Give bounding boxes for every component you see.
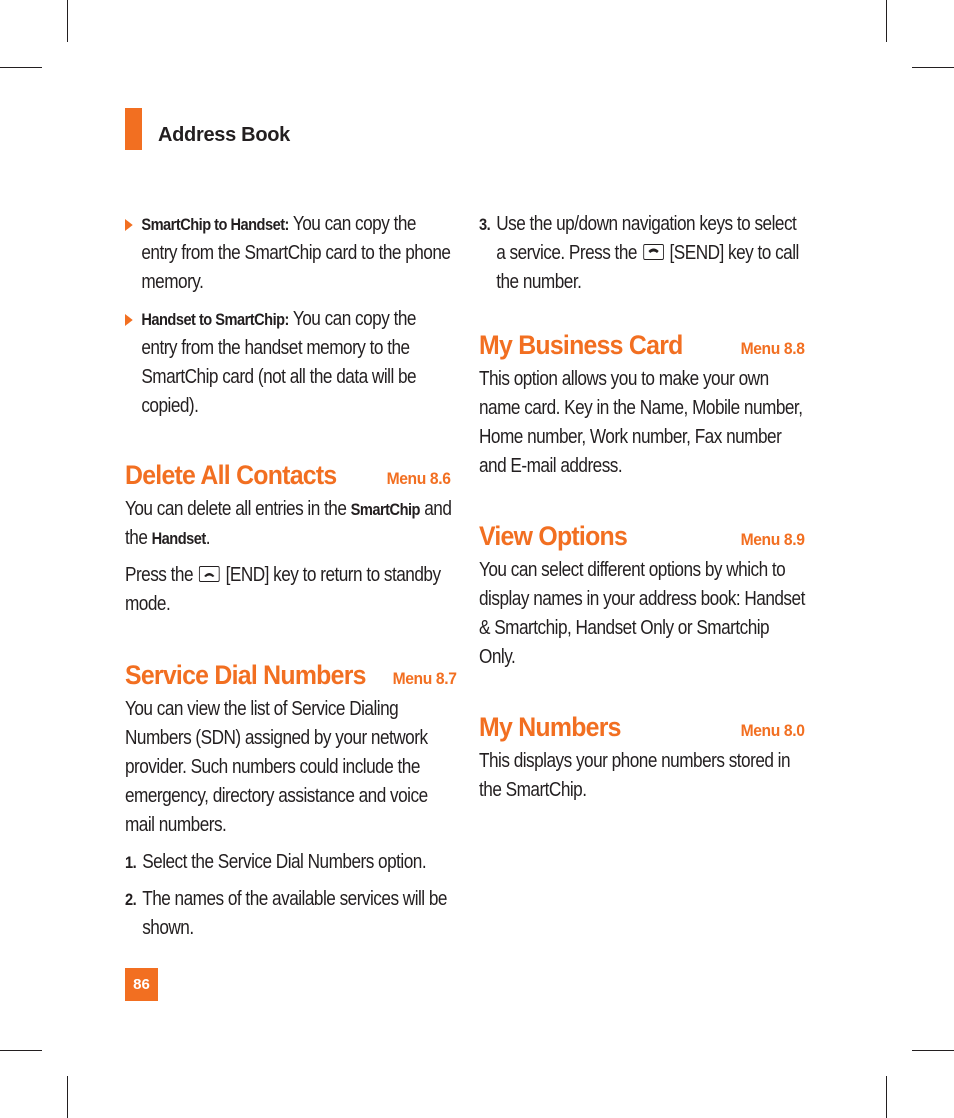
crop-mark: [886, 0, 887, 42]
step-item: [125, 885, 452, 943]
business-card-menu: Menu 8.8: [741, 339, 805, 358]
step-item: [479, 210, 806, 297]
crop-mark: [0, 67, 42, 68]
service-dial-body: [125, 695, 452, 943]
bullet-item: [125, 305, 452, 421]
bullet-triangle-icon: [125, 314, 133, 326]
step-item: [125, 848, 452, 877]
business-card-heading: [479, 330, 805, 361]
text: You can delete all entries in the: [125, 498, 351, 520]
bullet-text: You can copy the entry from the SmartChip card to the phone memory.: [141, 213, 451, 293]
service-dial-menu: Menu 8.7: [392, 669, 457, 688]
service-dial-text: You can view the list of Service Dialing Numbers (SDN) assigned by your network provider. Such numbers could include the emergency, directory assistance and voice mail numbers.: [125, 698, 428, 836]
section-title: Address Book: [158, 124, 290, 146]
delete-all-body: [125, 495, 452, 619]
text: and the: [125, 498, 452, 549]
bullet-item: [125, 210, 452, 297]
step-text: Select the Service Dial Numbers option.: [142, 851, 427, 873]
section-bar: [125, 108, 142, 150]
crop-mark: [0, 1050, 42, 1051]
my-numbers-menu: Menu 8.0: [741, 721, 805, 740]
crop-mark: [67, 0, 68, 42]
text-bold: SmartChip: [350, 500, 420, 519]
bullet-term: SmartChip to Handset:: [141, 215, 289, 234]
my-numbers-text: This displays your phone numbers stored in the SmartChip.: [479, 750, 791, 801]
my-numbers-heading: [479, 712, 805, 743]
step-text: [SEND] key to call the number.: [496, 242, 799, 293]
bullet-term: Handset to SmartChip:: [141, 310, 289, 329]
step-number: 1.: [125, 853, 137, 872]
delete-all-menu: Menu 8.6: [387, 469, 451, 488]
step-number: 3.: [479, 215, 491, 234]
step-text: Use the up/down navigation keys to select a service. Press the: [496, 213, 797, 264]
step-text: The names of the available services will be shown.: [142, 888, 447, 939]
service-dial-title: Service Dial Numbers: [125, 660, 366, 690]
view-options-heading: [479, 521, 805, 552]
text: Press the: [125, 564, 198, 586]
bullet-text: You can copy the entry from the handset memory to the SmartChip card (not all the data will be copied).: [141, 308, 417, 417]
page-number: 86: [125, 968, 158, 1001]
bullet-triangle-icon: [125, 219, 133, 231]
step3-body: [479, 210, 806, 297]
end-key-icon: [199, 566, 220, 582]
business-card-body: [479, 365, 806, 481]
view-options-title: View Options: [479, 521, 628, 551]
service-dial-heading: [125, 660, 457, 691]
left-column: [125, 210, 457, 939]
left-bullets: [125, 210, 452, 421]
right-column: [479, 210, 805, 801]
business-card-text: This option allows you to make your own name card. Key in the Name, Mobile number, Home number, Work number, Fax number and E-mail address.: [479, 368, 803, 477]
delete-all-title: Delete All Contacts: [125, 460, 337, 490]
view-options-menu: Menu 8.9: [741, 530, 805, 549]
text-bold: Handset: [151, 529, 206, 548]
delete-all-heading: [125, 460, 451, 491]
my-numbers-body: [479, 747, 806, 805]
business-card-title: My Business Card: [479, 330, 683, 360]
crop-mark: [912, 1050, 954, 1051]
send-key-icon: [643, 244, 664, 260]
text: [END] key to return to standby mode.: [125, 564, 441, 615]
text: .: [205, 527, 210, 549]
crop-mark: [912, 67, 954, 68]
crop-mark: [67, 1076, 68, 1118]
crop-mark: [886, 1076, 887, 1118]
step-number: 2.: [125, 890, 137, 909]
view-options-body: [479, 556, 806, 672]
my-numbers-title: My Numbers: [479, 712, 621, 742]
view-options-text: You can select different options by which to display names in your address book: Handset & Smartchip, Handset Only or Smartchip Only.: [479, 559, 805, 668]
